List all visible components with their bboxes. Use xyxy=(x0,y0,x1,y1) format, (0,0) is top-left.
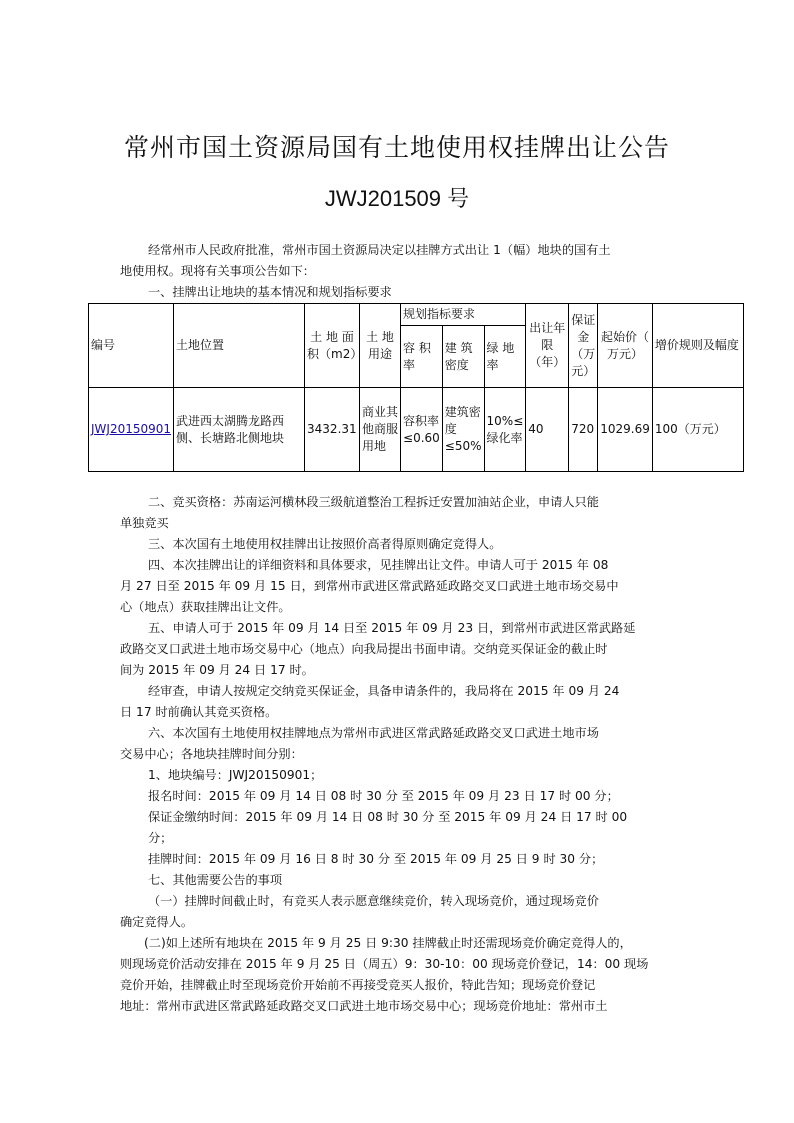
header-green: 绿 地率 xyxy=(484,326,526,388)
paragraph: 二、竞买资格：苏南运河横林段三级航道整治工程拆迁安置加油站企业，申请人只能 xyxy=(148,495,599,509)
cell-term: 40 xyxy=(526,388,569,472)
header-plan-group: 规划指标要求 xyxy=(401,304,526,326)
header-price: 起始价（ 万元） xyxy=(598,304,653,388)
header-far: 容 积率 xyxy=(401,326,443,388)
header-density: 建 筑密度 xyxy=(442,326,484,388)
paragraph: （一）挂牌时间截止时，有竞买人表示愿意继续竞价，转入现场竞价，通过现场竞价 xyxy=(148,894,599,908)
paragraph: 四、本次挂牌出让的详细资料和具体要求，见挂牌出让文件。申请人可于 2015 年 08 xyxy=(148,558,609,572)
header-no: 编号 xyxy=(89,304,174,388)
paragraph: 报名时间：2015 年 09 月 14 日 08 时 30 分 至 2015 年 09 月 23 日 17 时 00 分； xyxy=(148,789,619,803)
announcement-number: JWJ201509 号 xyxy=(324,186,470,211)
paragraph: 月 27 日至 2015 年 09 月 15 日，到常州市武进区常武路延政路交叉口武进土地市场交易中 xyxy=(120,579,619,593)
cell-density: 建筑密度≤50% xyxy=(442,388,484,472)
section-heading: 一、挂牌出让地块的基本情况和规划指标要求 xyxy=(148,285,392,299)
cell-increment: 100（万元） xyxy=(652,388,743,472)
paragraph: 地址：常州市武进区常武路延政路交叉口武进土地市场交易中心；现场竞价地址：常州市土 xyxy=(120,999,608,1013)
header-location: 土地位置 xyxy=(174,304,305,388)
paragraph: 五、申请人可于 2015 年 09 月 14 日至 2015 年 09 月 23 日，到常州市武进区常武路延 xyxy=(148,621,636,635)
paragraph: 竞价开始，挂牌截止时至现场竞价开始前不再接受竞买人报价，特此告知；现场竞价登记 xyxy=(120,978,596,992)
cell-green: 10%≤绿化率 xyxy=(484,388,526,472)
cell-area: 3432.31 xyxy=(305,388,360,472)
paragraph: (二)如上述所有地块在 2015 年 9 月 25 日 9:30 挂牌截止时还需现场竞价确定竞得人的， xyxy=(144,936,632,950)
intro-line: 经常州市人民政府批准，常州市国土资源局决定以挂牌方式出让 1（幅）地块的国有土 xyxy=(148,243,611,257)
parcel-table xyxy=(88,303,744,472)
header-term: 出让年限（年） xyxy=(526,304,569,388)
paragraph: 则现场竞价活动安排在 2015 年 9 月 25 日（周五）9：30-10：00 现场竞价登记，14：00 现场 xyxy=(120,957,649,971)
intro-section xyxy=(120,240,680,303)
header-increment: 增价规则及幅度 xyxy=(652,304,743,388)
paragraph: 心（地点）获取挂牌出让文件。 xyxy=(120,600,291,614)
body-section xyxy=(120,492,680,1017)
cell-price: 1029.69 xyxy=(598,388,653,472)
paragraph: 经审查，申请人按规定交纳竞买保证金，具备申请条件的，我局将在 2015 年 09 月 24 xyxy=(148,684,620,698)
paragraph: 政路交叉口武进土地市场交易中心（地点）向我局提出书面申请。交纳竞买保证金的截止时 xyxy=(120,642,608,656)
paragraph: 六、本次国有土地使用权挂牌地点为常州市武进区常武路延政路交叉口武进土地市场 xyxy=(148,726,599,740)
cell-far: 容积率≤0.60 xyxy=(401,388,443,472)
intro-line: 地使用权。现将有关事项公告如下： xyxy=(120,264,315,278)
page-title: 常州市国土资源局国有土地使用权挂牌出让公告 xyxy=(123,133,670,162)
header-deposit: 保证金（万元） xyxy=(569,304,598,388)
cell-deposit: 720 xyxy=(569,388,598,472)
paragraph: 交易中心；各地块挂牌时间分别： xyxy=(120,747,303,761)
paragraph: 1、地块编号：JWJ20150901； xyxy=(148,768,323,782)
paragraph: 七、其他需要公告的事项 xyxy=(148,873,283,887)
paragraph: 保证金缴纳时间：2015 年 09 月 14 日 08 时 30 分 至 2015 年 09 月 24 日 17 时 00 xyxy=(148,810,628,824)
paragraph: 挂牌时间：2015 年 09 月 16 日 8 时 30 分 至 2015 年 09 月 25 日 9 时 30 分； xyxy=(148,852,604,866)
cell-use: 商业其他商服用地 xyxy=(360,388,401,472)
cell-location: 武进西太湖腾龙路西侧、长塘路北侧地块 xyxy=(174,388,305,472)
header-area: 土 地 面积（m2） xyxy=(305,304,360,388)
parcel-number-link[interactable]: JWJ20150901 xyxy=(89,388,174,472)
paragraph: 间为 2015 年 09 月 24 日 17 时。 xyxy=(120,663,314,677)
paragraph: 三、本次国有土地使用权挂牌出让按照价高者得原则确定竞得人。 xyxy=(148,537,502,551)
header-use: 土 地用途 xyxy=(360,304,401,388)
paragraph: 确定竞得人。 xyxy=(120,915,194,929)
table-row xyxy=(89,388,744,472)
paragraph: 日 17 时前确认其竞买资格。 xyxy=(120,705,278,719)
paragraph: 单独竞买 xyxy=(120,516,169,530)
paragraph: 分； xyxy=(148,831,173,845)
